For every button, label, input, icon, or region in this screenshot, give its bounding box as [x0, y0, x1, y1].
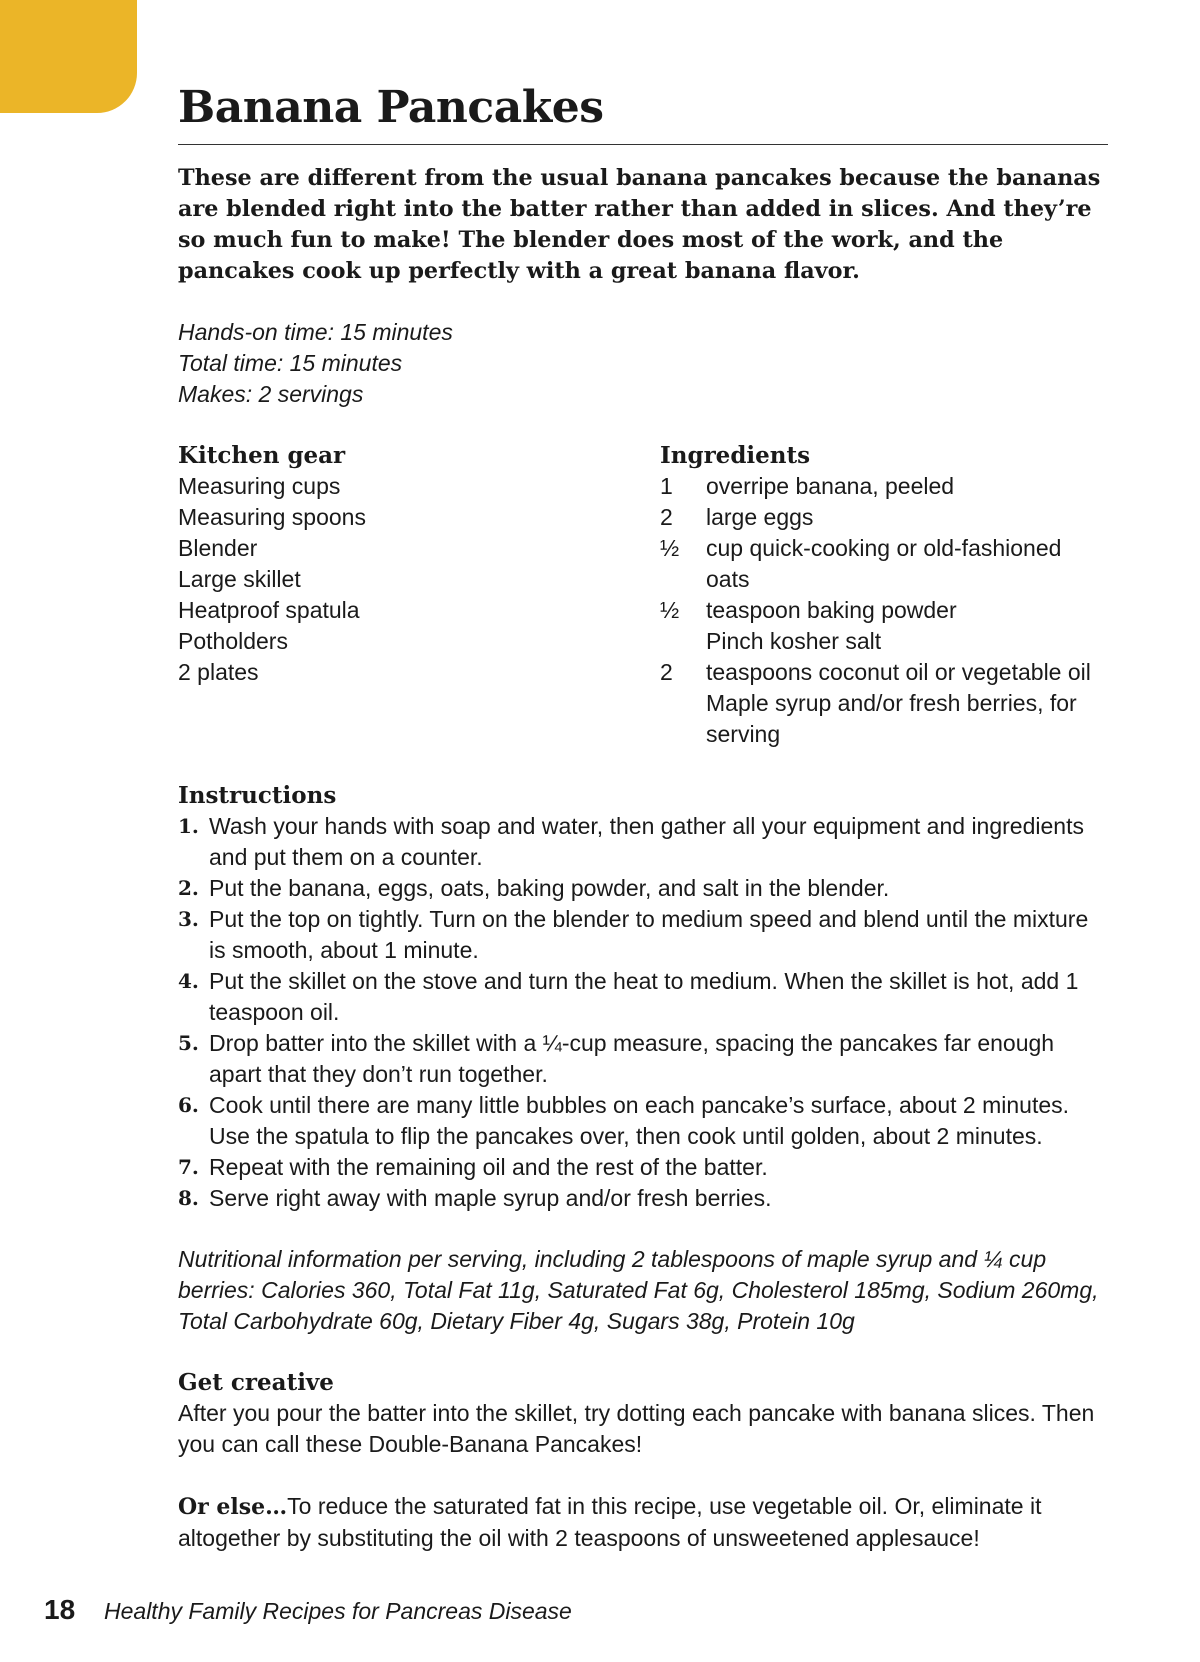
- instructions-section: [178, 780, 1108, 1214]
- instruction-step: [178, 1183, 1108, 1214]
- step-number: 2.: [178, 876, 199, 900]
- ingredient-text: cup quick-cooking or old-fashioned oats: [706, 535, 1062, 592]
- ingredient-text: overripe banana, peeled: [706, 473, 955, 499]
- step-text: Drop batter into the skillet with a ¼-cup measure, spacing the pancakes far enough apart that they don’t run together.: [209, 1030, 1055, 1087]
- step-text: Wash your hands with soap and water, then gather all your equipment and ingredients and put them on a counter.: [209, 813, 1084, 870]
- instruction-step: [178, 811, 1108, 873]
- or-else-text: To reduce the saturated fat in this recipe, use vegetable oil. Or, eliminate it altogether by substituting the oil with 2 teaspoons of unsweetened applesauce!: [178, 1493, 1042, 1551]
- book-title: Healthy Family Recipes for Pancreas Disease: [104, 1598, 572, 1624]
- recipe-intro: These are different from the usual banana pancakes because the bananas are blended right into the batter rather than added in slices. And they’re so much fun to make! The blender does most of the work, and the pancakes cook up perfectly with a great banana flavor.: [178, 165, 1101, 284]
- step-number: 7.: [178, 1155, 199, 1179]
- kitchen-gear-heading: Kitchen gear: [178, 442, 346, 469]
- instruction-step: [178, 873, 1108, 904]
- ingredient-row: [660, 595, 1108, 626]
- ingredient-row: [660, 626, 1108, 657]
- nutrition-info: Nutritional information per serving, including 2 tablespoons of maple syrup and ¼ cup berries: Calories 360, Total Fat 11g, Saturated Fat 6g, Cholesterol 185mg, Sodium 260mg, Total Carbohydrate 60g, Dietary Fiber 4g, Sugars 38g, Protein 10g: [178, 1246, 1099, 1334]
- ingredient-text: large eggs: [706, 504, 814, 530]
- instruction-step: [178, 1028, 1108, 1090]
- instruction-step: [178, 1152, 1108, 1183]
- instruction-step: [178, 904, 1108, 966]
- gear-item: Heatproof spatula: [178, 597, 360, 623]
- or-else-label: Or else…: [178, 1494, 288, 1520]
- ingredient-quantity: [660, 626, 706, 657]
- gear-item: Blender: [178, 535, 258, 561]
- recipe-meta: [178, 317, 1108, 410]
- ingredient-row: [660, 502, 1108, 533]
- or-else-section: [178, 1491, 1108, 1554]
- ingredient-text: Maple syrup and/or fresh berries, for serving: [706, 690, 1077, 747]
- get-creative-text: After you pour the batter into the skillet, try dotting each pancake with banana slices. Then you can call these Double-Banana Pancakes!: [178, 1400, 1095, 1457]
- step-number: 8.: [178, 1186, 199, 1210]
- servings: Makes: 2 servings: [178, 381, 364, 407]
- ingredient-text: teaspoon baking powder: [706, 597, 957, 623]
- ingredient-row: [660, 688, 1108, 750]
- ingredient-text: teaspoons coconut oil or vegetable oil: [706, 659, 1091, 685]
- page-footer: [44, 1594, 572, 1626]
- ingredients-heading: Ingredients: [660, 442, 811, 469]
- step-number: 1.: [178, 814, 199, 838]
- gear-item: 2 plates: [178, 659, 259, 685]
- step-number: 3.: [178, 907, 199, 931]
- page-number: 18: [44, 1594, 76, 1625]
- ingredient-quantity: ½: [660, 597, 680, 623]
- gear-item: Large skillet: [178, 566, 301, 592]
- instruction-step: [178, 966, 1108, 1028]
- recipe-page: [178, 78, 1108, 1554]
- step-text: Put the skillet on the stove and turn the heat to medium. When the skillet is hot, add 1 teaspoon oil.: [209, 968, 1079, 1025]
- ingredient-quantity: 2: [660, 659, 673, 685]
- ingredient-row: [660, 533, 1108, 595]
- page-title: Banana Pancakes: [178, 82, 604, 133]
- step-text: Repeat with the remaining oil and the rest of the batter.: [209, 1154, 768, 1180]
- instructions-heading: Instructions: [178, 782, 337, 809]
- ingredient-quantity: ½: [660, 535, 680, 561]
- kitchen-gear-section: [178, 440, 660, 750]
- step-text: Serve right away with maple syrup and/or fresh berries.: [209, 1185, 772, 1211]
- step-text: Put the banana, eggs, oats, baking powder, and salt in the blender.: [209, 875, 890, 901]
- gear-item: Measuring cups: [178, 473, 341, 499]
- hands-on-time: Hands-on time: 15 minutes: [178, 319, 453, 345]
- ingredient-quantity: [660, 688, 706, 750]
- ingredients-list: [660, 471, 1108, 750]
- total-time: Total time: 15 minutes: [178, 350, 403, 376]
- ingredient-row: [660, 471, 1108, 502]
- kitchen-gear-list: [178, 471, 660, 688]
- get-creative-heading: Get creative: [178, 1369, 334, 1396]
- step-number: 5.: [178, 1031, 199, 1055]
- instructions-list: [178, 811, 1108, 1214]
- step-text: Put the top on tightly. Turn on the blender to medium speed and blend until the mixture is smooth, about 1 minute.: [209, 906, 1089, 963]
- gear-item: Measuring spoons: [178, 504, 366, 530]
- instruction-step: [178, 1090, 1108, 1152]
- step-text: Cook until there are many little bubbles on each pancake’s surface, about 2 minutes. Use the spatula to flip the pancakes over, then cook until golden, about 2 minutes.: [209, 1092, 1070, 1149]
- ingredient-text: Pinch kosher salt: [706, 628, 882, 654]
- ingredients-section: [660, 440, 1108, 750]
- step-number: 4.: [178, 969, 199, 993]
- gear-item: Potholders: [178, 628, 288, 654]
- corner-accent-tab: [0, 0, 137, 113]
- step-number: 6.: [178, 1093, 199, 1117]
- ingredient-quantity: 1: [660, 473, 673, 499]
- ingredient-quantity: 2: [660, 504, 673, 530]
- gear-ingredients-columns: [178, 440, 1108, 750]
- title-divider: [178, 144, 1108, 145]
- get-creative-section: [178, 1367, 1108, 1460]
- ingredient-row: [660, 657, 1108, 688]
